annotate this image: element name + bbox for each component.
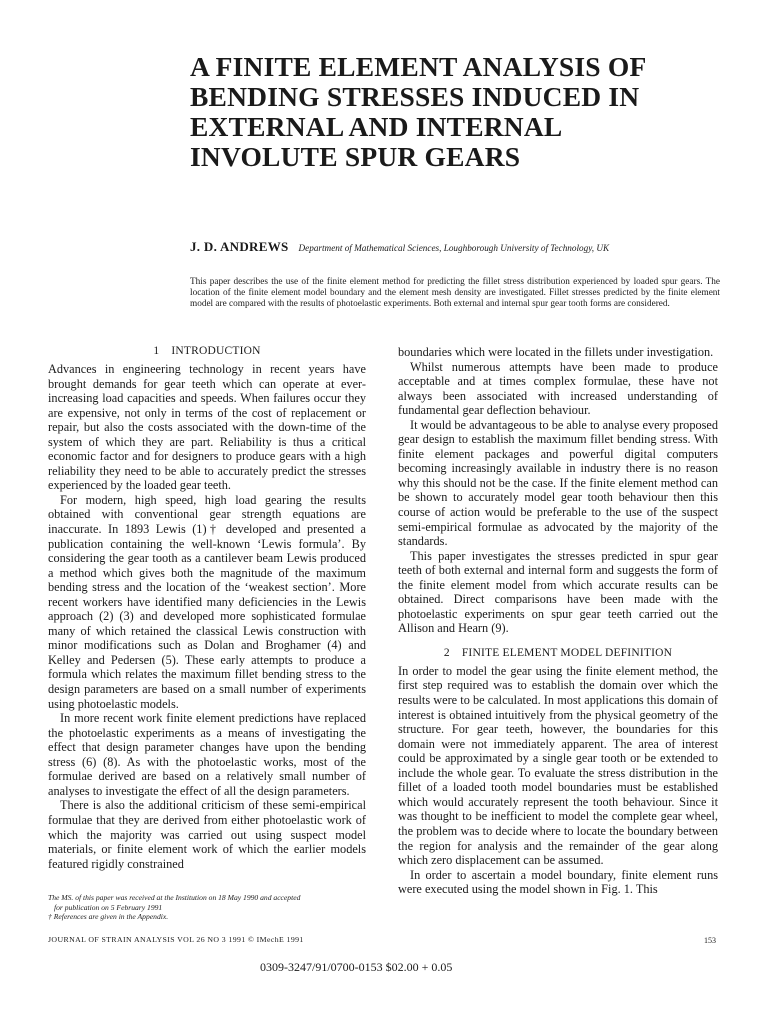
- author-line: [190, 238, 730, 256]
- section-heading-model-definition: [398, 646, 718, 660]
- title-line: INVOLUTE SPUR GEARS: [190, 141, 521, 172]
- left-column: [48, 344, 366, 871]
- paper-title: [190, 52, 730, 172]
- copyright-code: 0309-3247/91/0700-0153 $02.00 + 0.05: [260, 960, 453, 974]
- body-paragraph: There is also the additional criticism of these semi-empirical formulae that they are derived from either photoelastic work of which the majority was carried out using suspect model materials, or finite element work of which the earlier models featured rigidly constrained: [48, 798, 366, 871]
- right-column: [398, 345, 718, 897]
- section-title: FINITE ELEMENT MODEL DEFINITION: [461, 646, 673, 659]
- section-number: 1: [153, 345, 160, 357]
- title-line: EXTERNAL AND INTERNAL: [190, 111, 563, 142]
- body-paragraph: Whilst numerous attempts have been made to produce acceptable and at times complex formulae, these have not always been associated with increased understanding of fundamental gear deflection behaviour.: [398, 359, 718, 418]
- footnote-accepted: for publication on 5 February 1991: [54, 902, 163, 912]
- footnote-references: † References are given in the Appendix.: [48, 912, 169, 922]
- body-paragraph: Advances in engineering technology in recent years have brought demands for gear teeth which can operate at ever-increasing load capacities and speeds. When failures occur they are expensive, not only in terms of the cost of replacement or repair, but also the costs associated with the down-time of the system of which they are part. Reliability is thus a critical economic factor and for designers to produce gears with a high reliability they need to be able to accurately predict the stresses experienced by the loaded gear teeth.: [48, 362, 366, 493]
- footnote-received: The MS. of this paper was received at the Institution on 18 May 1990 and accepted: [48, 893, 301, 902]
- body-paragraph: In order to model the gear using the finite element method, the first step required was to establish the domain over which the results were to be calculated. In most applications this domain of interest is obtained intuitively from the physical geometry of the structure. For gear teeth, however, the boundaries for this domain were not immediately apparent. The area of interest could be approximated by a single gear tooth or be extended to include the whole gear. To evaluate the stress distribution in the fillet of a loaded tooth model boundaries must be established which would accurately represent the tooth behaviour. Since it was thought to be inefficient to model the complete gear wheel, the problem was to decide where to locate the boundary between the region for analysis and the remainder of the gear along which zero displacement can be assumed.: [398, 663, 718, 868]
- body-paragraph: In order to ascertain a model boundary, finite element runs were executed using the model shown in Fig. 1. This: [398, 867, 718, 897]
- body-paragraph: In more recent work finite element predictions have replaced the photoelastic experiments as a means of investigating the effect that design parameter changes have upon the bending stress (6) (8). As with the photoelastic works, most of the formulae derived are based on a relatively small number of analyses to investigate the effect of all the design parameters.: [48, 711, 366, 798]
- body-paragraph: boundaries which were located in the fillets under investigation.: [398, 345, 714, 359]
- author-affiliation: Department of Mathematical Sciences, Loughborough University of Technology, UK: [298, 243, 610, 253]
- section-title: INTRODUCTION: [171, 345, 261, 357]
- title-line: A FINITE ELEMENT ANALYSIS OF: [190, 51, 647, 82]
- journal-citation: JOURNAL OF STRAIN ANALYSIS VOL 26 NO 3 1991 © IMechE 1991: [48, 935, 304, 944]
- section-heading-introduction: [48, 344, 366, 358]
- body-paragraph: It would be advantageous to be able to analyse every proposed gear design to establish the maximum fillet bending stress. With finite element packages and powerful digital computers becoming increasingly available in industry there is no reason why this should not be the case. If the finite element method can be shown to accurately model gear tooth behaviour then this course of action would be preferable to the use of the suspect semi-empirical formulae as advocated by the majority of the standards.: [398, 417, 719, 549]
- page-number: 153: [704, 936, 716, 945]
- abstract: This paper describes the use of the finite element method for predicting the fillet stress distribution experienced by loaded spur gears. The location of the finite element model boundary and the element mesh density are investigated. Fillet stresses predicted by the finite element model are compared with the results of photoelastic experiments. Both external and internal spur gear tooth forms are considered.: [190, 277, 720, 309]
- body-paragraph: This paper investigates the stresses predicted in spur gear teeth of both external and internal form and suggests the form of the finite element model from which accurate results can be obtained. Direct comparisons have been made with the photoelastic experiments on spur gear teeth carried out the Allison and Hearn (9).: [398, 548, 718, 636]
- body-paragraph: For modern, high speed, high load gearing the results obtained with conventional gear strength equations are inaccurate. In 1893 Lewis (1)† developed and presented a publication containing the well-known ‘Lewis formula’. By considering the gear tooth as a cantilever beam Lewis produced a method which gives both the magnitude of the maximum bending stress and the location of the ‘weakest section’. More recent workers have identified many deficiencies in the Lewis approach (2) (3) and developed more sophisticated formulae many of which retained the classical Lewis construction with minor modifications such as Dolan and Broghamer (4) and Kelley and Pedersen (5). These early attempts to produce a formula which relates the maximum fillet bending stress to the design parameters are based on a small number of experiments using photoelastic models.: [48, 492, 366, 711]
- section-number: 2: [443, 646, 450, 659]
- title-line: BENDING STRESSES INDUCED IN: [190, 81, 640, 112]
- footnotes: [48, 893, 368, 922]
- author-name: J. D. ANDREWS: [190, 239, 289, 254]
